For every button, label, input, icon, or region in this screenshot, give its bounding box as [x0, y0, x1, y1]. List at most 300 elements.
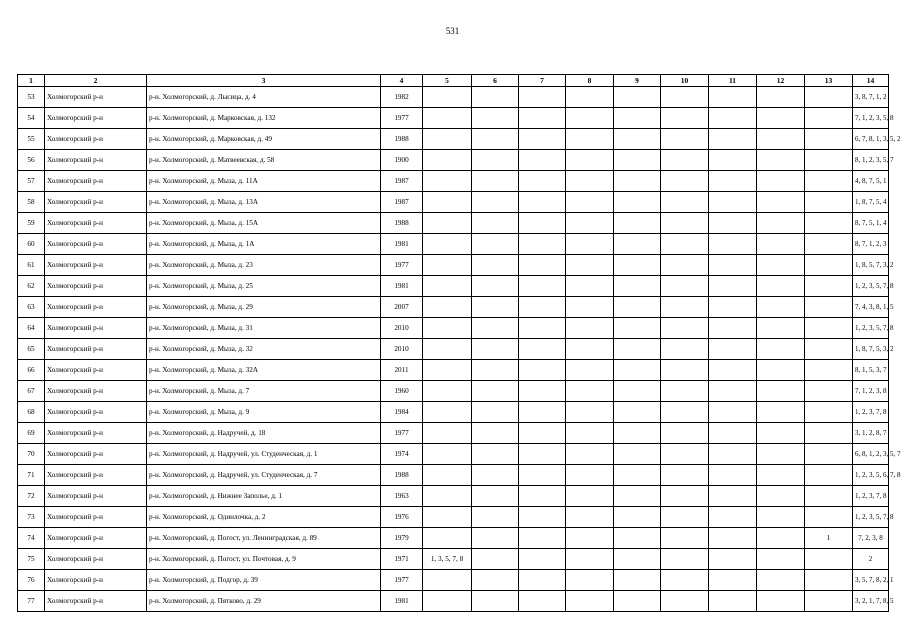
column-8-cell: [566, 213, 614, 234]
column-10-cell: [661, 339, 709, 360]
column-7-cell: [519, 381, 566, 402]
column-10-cell: [661, 360, 709, 381]
column-6-cell: [472, 213, 519, 234]
column-10-cell: [661, 381, 709, 402]
column-9-cell: [614, 402, 661, 423]
column-12-cell: [757, 465, 805, 486]
column-14-cell: 8, 7, 5, 1, 4: [853, 213, 889, 234]
column-13-cell: [805, 549, 853, 570]
table-row: [18, 150, 889, 171]
column-8-cell: [566, 486, 614, 507]
column-6-cell: [472, 528, 519, 549]
column-7-cell: [519, 255, 566, 276]
column-14-cell: 1, 2, 3, 7, 8: [853, 402, 889, 423]
column-13-cell: [805, 360, 853, 381]
column-10-cell: [661, 192, 709, 213]
address-cell: р-н. Холмогорский, д. Мыза, д. 15А: [147, 213, 381, 234]
year-cell: 1977: [381, 570, 423, 591]
table-row: [18, 171, 889, 192]
column-14-cell: 7, 1, 2, 3, 5, 8: [853, 108, 889, 129]
column-5-cell: [423, 528, 472, 549]
column-5-cell: [423, 486, 472, 507]
column-13-cell: [805, 381, 853, 402]
column-11-cell: [709, 318, 757, 339]
address-cell: р-н. Холмогорский, д. Мыза, д. 23: [147, 255, 381, 276]
column-13-cell: [805, 444, 853, 465]
column-10-cell: [661, 423, 709, 444]
column-8-cell: [566, 108, 614, 129]
column-header: 3: [147, 75, 381, 87]
column-14-cell: 1, 2, 3, 7, 8: [853, 486, 889, 507]
column-12-cell: [757, 192, 805, 213]
table-row: [18, 549, 889, 570]
address-cell: р-н. Холмогорский, д. Марковская, д. 132: [147, 108, 381, 129]
column-9-cell: [614, 339, 661, 360]
year-cell: 1963: [381, 486, 423, 507]
column-6-cell: [472, 486, 519, 507]
district-cell: Холмогорский р-н: [45, 444, 147, 465]
column-10-cell: [661, 297, 709, 318]
table-row: [18, 381, 889, 402]
year-cell: 1982: [381, 87, 423, 108]
column-9-cell: [614, 150, 661, 171]
year-cell: 1988: [381, 465, 423, 486]
year-cell: 1981: [381, 591, 423, 612]
column-11-cell: [709, 528, 757, 549]
address-cell: р-н. Холмогорский, д. Лысица, д. 4: [147, 87, 381, 108]
column-7-cell: [519, 402, 566, 423]
address-cell: р-н. Холмогорский, д. Мыза, д. 31: [147, 318, 381, 339]
column-14-cell: 1, 8, 7, 5, 3, 2: [853, 339, 889, 360]
column-12-cell: [757, 171, 805, 192]
column-5-cell: [423, 381, 472, 402]
column-10-cell: [661, 528, 709, 549]
column-header: 2: [45, 75, 147, 87]
column-8-cell: [566, 549, 614, 570]
page-number: 531: [445, 26, 460, 36]
column-12-cell: [757, 549, 805, 570]
column-6-cell: [472, 87, 519, 108]
column-13-cell: [805, 318, 853, 339]
column-9-cell: [614, 381, 661, 402]
table-row: [18, 507, 889, 528]
column-header: 8: [566, 75, 614, 87]
column-13-cell: [805, 297, 853, 318]
year-cell: 1900: [381, 150, 423, 171]
column-12-cell: [757, 150, 805, 171]
address-cell: р-н. Холмогорский, д. Одинлочка, д. 2: [147, 507, 381, 528]
column-10-cell: [661, 87, 709, 108]
column-7-cell: [519, 570, 566, 591]
row-number: 72: [18, 486, 45, 507]
column-6-cell: [472, 171, 519, 192]
column-11-cell: [709, 276, 757, 297]
row-number: 55: [18, 129, 45, 150]
column-9-cell: [614, 423, 661, 444]
column-12-cell: [757, 213, 805, 234]
column-14-cell: 1, 2, 3, 5, 7, 8: [853, 507, 889, 528]
column-8-cell: [566, 402, 614, 423]
column-10-cell: [661, 402, 709, 423]
address-cell: р-н. Холмогорский, д. Мыза, д. 1А: [147, 234, 381, 255]
column-14-cell: 1, 8, 7, 5, 4: [853, 192, 889, 213]
column-11-cell: [709, 570, 757, 591]
column-12-cell: [757, 381, 805, 402]
column-11-cell: [709, 213, 757, 234]
column-7-cell: [519, 549, 566, 570]
column-5-cell: [423, 129, 472, 150]
column-header: 6: [472, 75, 519, 87]
year-cell: 1960: [381, 381, 423, 402]
row-number: 67: [18, 381, 45, 402]
column-9-cell: [614, 108, 661, 129]
column-13-cell: [805, 129, 853, 150]
table-row: [18, 276, 889, 297]
row-number: 68: [18, 402, 45, 423]
column-10-cell: [661, 549, 709, 570]
column-13-cell: [805, 234, 853, 255]
column-10-cell: [661, 255, 709, 276]
column-14-cell: 4, 8, 7, 5, 1: [853, 171, 889, 192]
year-cell: 2010: [381, 318, 423, 339]
column-12-cell: [757, 129, 805, 150]
column-8-cell: [566, 570, 614, 591]
column-12-cell: [757, 486, 805, 507]
column-13-cell: [805, 276, 853, 297]
column-9-cell: [614, 444, 661, 465]
column-10-cell: [661, 129, 709, 150]
year-cell: 1977: [381, 108, 423, 129]
table-row: [18, 108, 889, 129]
column-6-cell: [472, 129, 519, 150]
district-cell: Холмогорский р-н: [45, 549, 147, 570]
column-9-cell: [614, 591, 661, 612]
column-8-cell: [566, 591, 614, 612]
column-11-cell: [709, 360, 757, 381]
table-row: [18, 213, 889, 234]
column-5-cell: [423, 507, 472, 528]
column-6-cell: [472, 591, 519, 612]
column-12-cell: [757, 402, 805, 423]
column-11-cell: [709, 108, 757, 129]
year-cell: 1988: [381, 213, 423, 234]
table-row: [18, 465, 889, 486]
column-10-cell: [661, 213, 709, 234]
column-5-cell: [423, 591, 472, 612]
column-14-cell: 3, 5, 7, 8, 2, 1: [853, 570, 889, 591]
address-cell: р-н. Холмогорский, д. Мыза, д. 29: [147, 297, 381, 318]
column-7-cell: [519, 108, 566, 129]
year-cell: 1974: [381, 444, 423, 465]
column-9-cell: [614, 318, 661, 339]
column-header: 11: [709, 75, 757, 87]
row-number: 54: [18, 108, 45, 129]
column-7-cell: [519, 87, 566, 108]
column-11-cell: [709, 129, 757, 150]
column-14-cell: 8, 7, 1, 2, 3: [853, 234, 889, 255]
column-7-cell: [519, 465, 566, 486]
column-13-cell: [805, 339, 853, 360]
row-number: 77: [18, 591, 45, 612]
year-cell: 1987: [381, 192, 423, 213]
column-6-cell: [472, 465, 519, 486]
column-5-cell: [423, 171, 472, 192]
column-14-cell: 2: [853, 549, 889, 570]
column-6-cell: [472, 360, 519, 381]
column-5-cell: [423, 108, 472, 129]
column-14-cell: 3, 2, 1, 7, 8, 5: [853, 591, 889, 612]
row-number: 64: [18, 318, 45, 339]
year-cell: 1976: [381, 507, 423, 528]
column-header: 4: [381, 75, 423, 87]
column-10-cell: [661, 507, 709, 528]
column-10-cell: [661, 171, 709, 192]
table-row: [18, 423, 889, 444]
column-9-cell: [614, 570, 661, 591]
column-10-cell: [661, 486, 709, 507]
address-cell: р-н. Холмогорский, д. Мыза, д. 7: [147, 381, 381, 402]
column-6-cell: [472, 402, 519, 423]
column-9-cell: [614, 528, 661, 549]
district-cell: Холмогорский р-н: [45, 465, 147, 486]
column-12-cell: [757, 591, 805, 612]
table-row: [18, 402, 889, 423]
column-7-cell: [519, 171, 566, 192]
column-14-cell: 7, 4, 3, 8, 1, 5: [853, 297, 889, 318]
table-row: [18, 444, 889, 465]
column-12-cell: [757, 276, 805, 297]
row-number: 60: [18, 234, 45, 255]
column-11-cell: [709, 402, 757, 423]
column-6-cell: [472, 276, 519, 297]
district-cell: Холмогорский р-н: [45, 276, 147, 297]
column-header: 14: [853, 75, 889, 87]
column-14-cell: 7, 1, 2, 3, 8: [853, 381, 889, 402]
column-7-cell: [519, 423, 566, 444]
district-cell: Холмогорский р-н: [45, 192, 147, 213]
year-cell: 1988: [381, 129, 423, 150]
table-row: [18, 129, 889, 150]
table-row: [18, 255, 889, 276]
column-8-cell: [566, 528, 614, 549]
column-8-cell: [566, 444, 614, 465]
table-row: [18, 192, 889, 213]
column-8-cell: [566, 87, 614, 108]
column-6-cell: [472, 423, 519, 444]
column-14-cell: 1, 2, 3, 5, 7, 8: [853, 318, 889, 339]
year-cell: 2007: [381, 297, 423, 318]
table-row: [18, 360, 889, 381]
column-14-cell: 7, 2, 3, 8: [853, 528, 889, 549]
table-row: [18, 591, 889, 612]
column-11-cell: [709, 171, 757, 192]
district-cell: Холмогорский р-н: [45, 234, 147, 255]
column-8-cell: [566, 465, 614, 486]
column-5-cell: 1, 3, 5, 7, 8: [423, 549, 472, 570]
column-7-cell: [519, 507, 566, 528]
housing-register-table: [17, 74, 901, 612]
column-11-cell: [709, 339, 757, 360]
table-row: [18, 339, 889, 360]
column-12-cell: [757, 234, 805, 255]
address-cell: р-н. Холмогорский, д. Пятково, д. 29: [147, 591, 381, 612]
column-11-cell: [709, 87, 757, 108]
column-5-cell: [423, 234, 472, 255]
column-9-cell: [614, 507, 661, 528]
table-row: [18, 318, 889, 339]
district-cell: Холмогорский р-н: [45, 486, 147, 507]
column-12-cell: [757, 528, 805, 549]
column-10-cell: [661, 276, 709, 297]
column-8-cell: [566, 381, 614, 402]
column-5-cell: [423, 465, 472, 486]
address-cell: р-н. Холмогорский, д. Мыза, д. 25: [147, 276, 381, 297]
column-6-cell: [472, 444, 519, 465]
column-9-cell: [614, 213, 661, 234]
column-8-cell: [566, 255, 614, 276]
address-cell: р-н. Холмогорский, д. Мыза, д. 13А: [147, 192, 381, 213]
table-body: [18, 87, 901, 612]
column-5-cell: [423, 318, 472, 339]
column-header: 5: [423, 75, 472, 87]
column-14-cell: 1, 2, 3, 5, 7, 8: [853, 276, 889, 297]
column-5-cell: [423, 87, 472, 108]
column-8-cell: [566, 234, 614, 255]
column-12-cell: [757, 255, 805, 276]
column-13-cell: [805, 591, 853, 612]
row-number: 70: [18, 444, 45, 465]
column-header: 12: [757, 75, 805, 87]
column-7-cell: [519, 339, 566, 360]
column-11-cell: [709, 381, 757, 402]
column-6-cell: [472, 507, 519, 528]
address-cell: р-н. Холмогорский, д. Надручей, д. 18: [147, 423, 381, 444]
column-8-cell: [566, 318, 614, 339]
year-cell: 1971: [381, 549, 423, 570]
column-9-cell: [614, 129, 661, 150]
column-14-cell: 3, 1, 2, 8, 7: [853, 423, 889, 444]
district-cell: Холмогорский р-н: [45, 360, 147, 381]
column-14-cell: 8, 1, 2, 3, 5, 7: [853, 150, 889, 171]
row-number: 63: [18, 297, 45, 318]
address-cell: р-н. Холмогорский, д. Нижнее Заполье, д. 1: [147, 486, 381, 507]
column-12-cell: [757, 423, 805, 444]
column-13-cell: [805, 150, 853, 171]
column-header: 9: [614, 75, 661, 87]
district-cell: Холмогорский р-н: [45, 423, 147, 444]
column-6-cell: [472, 255, 519, 276]
row-number: 57: [18, 171, 45, 192]
column-10-cell: [661, 318, 709, 339]
table-row: [18, 234, 889, 255]
year-cell: 2010: [381, 339, 423, 360]
column-5-cell: [423, 444, 472, 465]
column-8-cell: [566, 360, 614, 381]
year-cell: 1984: [381, 402, 423, 423]
column-11-cell: [709, 150, 757, 171]
column-5-cell: [423, 276, 472, 297]
column-8-cell: [566, 297, 614, 318]
column-6-cell: [472, 108, 519, 129]
column-13-cell: [805, 486, 853, 507]
column-9-cell: [614, 297, 661, 318]
column-12-cell: [757, 108, 805, 129]
column-14-cell: 6, 7, 8, 1, 3, 5, 2: [853, 129, 889, 150]
column-8-cell: [566, 129, 614, 150]
column-13-cell: 1: [805, 528, 853, 549]
row-number: 58: [18, 192, 45, 213]
district-cell: Холмогорский р-н: [45, 297, 147, 318]
column-13-cell: [805, 423, 853, 444]
column-8-cell: [566, 339, 614, 360]
column-7-cell: [519, 276, 566, 297]
column-8-cell: [566, 150, 614, 171]
address-cell: р-н. Холмогорский, д. Мыза, д. 32: [147, 339, 381, 360]
district-cell: Холмогорский р-н: [45, 108, 147, 129]
table-row: [18, 570, 889, 591]
column-12-cell: [757, 570, 805, 591]
row-number: 61: [18, 255, 45, 276]
column-5-cell: [423, 339, 472, 360]
column-5-cell: [423, 213, 472, 234]
row-number: 53: [18, 87, 45, 108]
column-9-cell: [614, 234, 661, 255]
district-cell: Холмогорский р-н: [45, 213, 147, 234]
district-cell: Холмогорский р-н: [45, 129, 147, 150]
column-14-cell: 3, 8, 7, 1, 2: [853, 87, 889, 108]
district-cell: Холмогорский р-н: [45, 381, 147, 402]
column-9-cell: [614, 192, 661, 213]
table-row: [18, 528, 889, 549]
column-11-cell: [709, 297, 757, 318]
column-12-cell: [757, 318, 805, 339]
column-5-cell: [423, 570, 472, 591]
row-number: 56: [18, 150, 45, 171]
column-6-cell: [472, 339, 519, 360]
row-number: 74: [18, 528, 45, 549]
year-cell: 1977: [381, 255, 423, 276]
column-14-cell: 8, 1, 5, 3, 7: [853, 360, 889, 381]
district-cell: Холмогорский р-н: [45, 150, 147, 171]
column-6-cell: [472, 192, 519, 213]
column-10-cell: [661, 570, 709, 591]
address-cell: р-н. Холмогорский, д. Надручей, ул. Студенческая, д. 1: [147, 444, 381, 465]
column-7-cell: [519, 318, 566, 339]
row-number: 59: [18, 213, 45, 234]
row-number: 76: [18, 570, 45, 591]
row-number: 62: [18, 276, 45, 297]
district-cell: Холмогорский р-н: [45, 339, 147, 360]
address-cell: р-н. Холмогорский, д. Мыза, д. 11А: [147, 171, 381, 192]
column-13-cell: [805, 507, 853, 528]
column-8-cell: [566, 507, 614, 528]
address-cell: р-н. Холмогорский, д. Погост, ул. Почтовая, д. 9: [147, 549, 381, 570]
row-number: 71: [18, 465, 45, 486]
column-11-cell: [709, 234, 757, 255]
column-12-cell: [757, 444, 805, 465]
district-cell: Холмогорский р-н: [45, 255, 147, 276]
column-6-cell: [472, 570, 519, 591]
column-13-cell: [805, 171, 853, 192]
column-7-cell: [519, 213, 566, 234]
year-cell: 1981: [381, 276, 423, 297]
row-number: 69: [18, 423, 45, 444]
column-8-cell: [566, 192, 614, 213]
column-7-cell: [519, 234, 566, 255]
column-14-cell: 6, 8, 1, 2, 3, 5, 7: [853, 444, 889, 465]
column-header: 1: [18, 75, 45, 87]
column-7-cell: [519, 360, 566, 381]
